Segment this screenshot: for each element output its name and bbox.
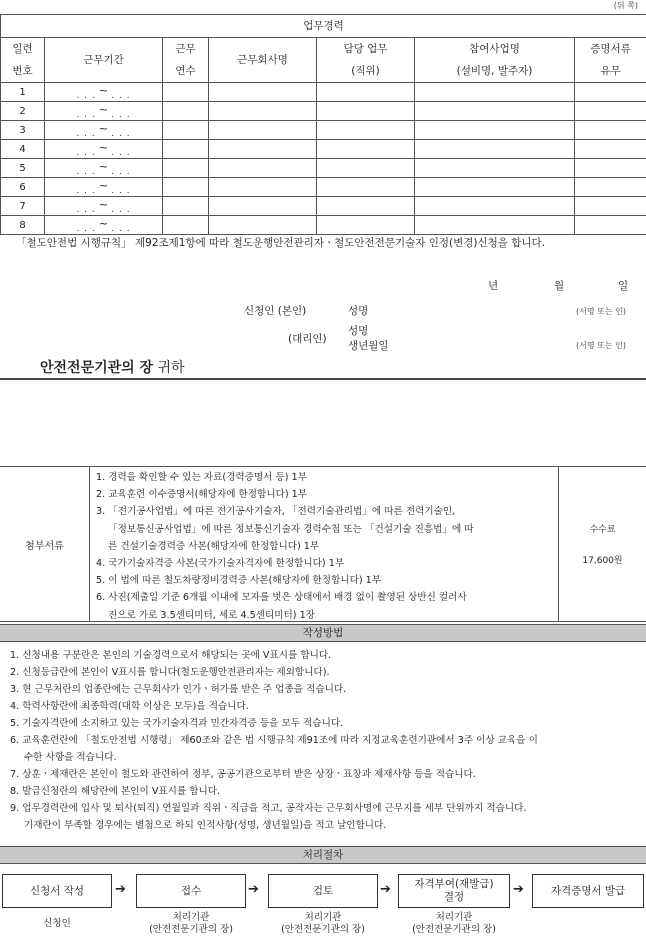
career-table [0, 14, 646, 235]
row-period: . . . ~ . . . [45, 216, 163, 235]
attachment-item: 3. 「전기공사업법」에 따른 전기공사기술자, 「전력기술관리법」에 따른 전력기술인, [96, 506, 456, 518]
procedure-step-actor: 처리기관 (안전전문기관의 장) [412, 912, 496, 935]
section-divider [0, 378, 646, 380]
row-project [415, 216, 575, 235]
row-years [163, 102, 209, 121]
row-years [163, 197, 209, 216]
table-row [1, 102, 646, 121]
row-company [209, 159, 317, 178]
row-years [163, 121, 209, 140]
row-project [415, 178, 575, 197]
row-years [163, 178, 209, 197]
row-duty [317, 83, 415, 102]
method-item: 수한 사항을 적습니다. [24, 752, 117, 763]
row-project [415, 121, 575, 140]
row-company [209, 178, 317, 197]
procedure-step-actor: 처리기관 (안전전문기관의 장) [281, 912, 365, 935]
date-day-label: 일 [618, 280, 629, 292]
attachments-list [96, 469, 556, 624]
table-row [1, 197, 646, 216]
row-period: . . . ~ . . . [45, 121, 163, 140]
proxy-signature-note: (서명 또는 인) [576, 341, 626, 350]
attachments-label: 첨부서류 [0, 467, 90, 621]
table-row [1, 121, 646, 140]
method-item: 4. 학력사항란에 최종학력(대학 이상은 모두)을 적습니다. [10, 701, 249, 712]
method-item: 1. 신청내용 구분란은 본인의 기술경력으로서 해당되는 곳에 V표시를 합니다. [10, 650, 332, 661]
arrow-right-icon: ➔ [513, 882, 524, 897]
addressee [40, 357, 185, 377]
applicant-self-label: 신청인 (본인) [244, 305, 307, 317]
method-item: 8. 발급신청란의 해당란에 본인이 V표시를 합니다. [10, 786, 221, 797]
method-item: 3. 현 근무처란의 업종란에는 근무회사가 인가ㆍ허가를 받은 주 업종을 적습니다. [10, 684, 347, 695]
arrow-right-icon: ➔ [380, 882, 391, 897]
arrow-right-icon: ➔ [248, 882, 259, 897]
row-period: . . . ~ . . . [45, 178, 163, 197]
proxy-name-label: 성명 [348, 325, 369, 337]
method-item: 6. 교육훈련란에 「철도안전법 시행령」 제60조와 같은 법 시행규칙 제91조에 따라 지정교육훈련기관에서 3주 이상 교육을 이 [10, 735, 538, 746]
arrow-right-icon: ➔ [115, 882, 126, 897]
row-period: . . . ~ . . . [45, 197, 163, 216]
row-project [415, 197, 575, 216]
row-proof [575, 197, 646, 216]
row-company [209, 140, 317, 159]
method-item: 7. 상훈ㆍ제재란은 본인이 철도와 관련하여 정부, 공공기관으로부터 받은 상장ㆍ표창과 제재사항 등을 적습니다. [10, 769, 476, 780]
attachment-item: 6. 사진(제출일 기준 6개월 이내에 모자를 벗은 상태에서 배경 없이 촬영된 상반신 컬러사 [96, 592, 467, 604]
row-years [163, 140, 209, 159]
procedure-step-actor: 신청인 [43, 918, 71, 929]
row-duty [317, 140, 415, 159]
procedure-step-5: 자격증명서 발급 [532, 874, 644, 908]
method-item: 9. 업무경력란에 입사 및 퇴사(퇴직) 연월일과 직위ㆍ직급을 적고, 공작자는 근무회사명에 근무지를 세부 단위까지 적습니다. [10, 803, 527, 814]
attachment-item: 진으로 가로 3.5센티미터, 세로 4.5센티미터) 1장 [108, 609, 315, 621]
procedure-title: 처리절차 [0, 846, 646, 864]
row-duty [317, 159, 415, 178]
header-proof: 증명서류 유무 [575, 38, 646, 83]
row-proof [575, 140, 646, 159]
row-company [209, 121, 317, 140]
row-years [163, 83, 209, 102]
attachment-item: 2. 교육훈련 이수증명서(해당자에 한정합니다) 1부 [96, 489, 308, 501]
career-table-title: 업무경력 [1, 15, 646, 38]
row-company [209, 83, 317, 102]
row-number: 5 [1, 159, 45, 178]
fee-box [558, 467, 646, 621]
date-month-label: 월 [554, 280, 565, 292]
attachments-section [0, 466, 646, 622]
applicant-proxy-label: (대리인) [288, 333, 327, 345]
header-years: 근무 연수 [163, 38, 209, 83]
row-number: 4 [1, 140, 45, 159]
row-proof [575, 159, 646, 178]
date-year-label: 년 [488, 280, 499, 292]
attachment-item: 「정보통신공사업법」에 따른 정보통신기술자 경력수첩 또는 「건설기술 진흥법」에 따 [108, 523, 474, 535]
fee-value: 17,600원 [582, 556, 623, 566]
row-duty [317, 121, 415, 140]
procedure-step-4: 자격부여(재발급) 결정 [398, 874, 510, 908]
row-number: 3 [1, 121, 45, 140]
row-company [209, 216, 317, 235]
addressee-suffix: 귀하 [157, 360, 185, 376]
row-project [415, 140, 575, 159]
row-number: 1 [1, 83, 45, 102]
header-company: 근무회사명 [209, 38, 317, 83]
row-duty [317, 197, 415, 216]
header-period: 근무기간 [45, 38, 163, 83]
method-title: 작성방법 [0, 624, 646, 642]
row-duty [317, 102, 415, 121]
procedure-flow [0, 874, 646, 910]
procedure-step-3: 검토 [268, 874, 378, 908]
method-item: 기재란이 부족할 경우에는 별첨으로 하되 인적사항(성명, 생년월일)을 적고 날인합니다. [24, 820, 387, 831]
row-project [415, 102, 575, 121]
applicant-signature-note: (서명 또는 인) [576, 307, 626, 316]
table-row [1, 216, 646, 235]
method-item: 2. 신청등급란에 본인이 V표시를 합니다(철도운행안전관리자는 제외합니다). [10, 667, 330, 678]
row-duty [317, 178, 415, 197]
proxy-birth-label: 생년월일 [348, 340, 389, 352]
row-years [163, 216, 209, 235]
row-project [415, 83, 575, 102]
header-project: 참여사업명 (설비명, 발주자) [415, 38, 575, 83]
addressee-org: 안전전문기관의 장 [40, 360, 154, 376]
attachment-item: 4. 국가기술자격증 사본(국가기술자격자에 한정합니다) 1부 [96, 558, 345, 570]
attachment-item: 1. 경력을 확인할 수 있는 자료(경력증명서 등) 1부 [96, 472, 307, 483]
procedure-step-actor: 처리기관 (안전전문기관의 장) [149, 912, 233, 935]
row-company [209, 197, 317, 216]
row-period: . . . ~ . . . [45, 102, 163, 121]
row-number: 7 [1, 197, 45, 216]
method-list [10, 647, 642, 834]
row-number: 8 [1, 216, 45, 235]
procedure-step-1: 신청서 작성 [2, 874, 112, 908]
table-row [1, 159, 646, 178]
row-project [415, 159, 575, 178]
row-company [209, 102, 317, 121]
rear-page-label: (뒤 쪽) [613, 1, 638, 10]
row-period: . . . ~ . . . [45, 159, 163, 178]
attachment-item: 5. 이 법에 따른 철도차량정비경력증 사본(해당자에 한정합니다) 1부 [96, 575, 382, 587]
header-no: 일련 번호 [1, 38, 45, 83]
row-period: . . . ~ . . . [45, 83, 163, 102]
table-row [1, 83, 646, 102]
header-duty: 담당 업무 (직위) [317, 38, 415, 83]
attachment-item: 른 건설기술경력증 사본(해당자에 한정합니다) 1부 [108, 540, 320, 552]
row-duty [317, 216, 415, 235]
table-row [1, 178, 646, 197]
applicant-name-label: 성명 [348, 305, 369, 317]
table-row [1, 140, 646, 159]
fee-label: 수수료 [589, 525, 616, 535]
row-proof [575, 102, 646, 121]
procedure-step-2: 접수 [136, 874, 246, 908]
row-proof [575, 216, 646, 235]
row-years [163, 159, 209, 178]
row-number: 2 [1, 102, 45, 121]
row-period: . . . ~ . . . [45, 140, 163, 159]
declaration-text: 「철도안전법 시행규칙」 제92조제1항에 따라 철도운행안전관리자ㆍ철도안전전문기술자 인정(변경)신청을 합니다. [16, 237, 546, 249]
row-number: 6 [1, 178, 45, 197]
method-item: 5. 기술자격란에 소지하고 있는 국가기술자격과 민간자격증 등을 모두 적습니다. [10, 718, 344, 729]
row-proof [575, 121, 646, 140]
row-proof [575, 178, 646, 197]
row-proof [575, 83, 646, 102]
